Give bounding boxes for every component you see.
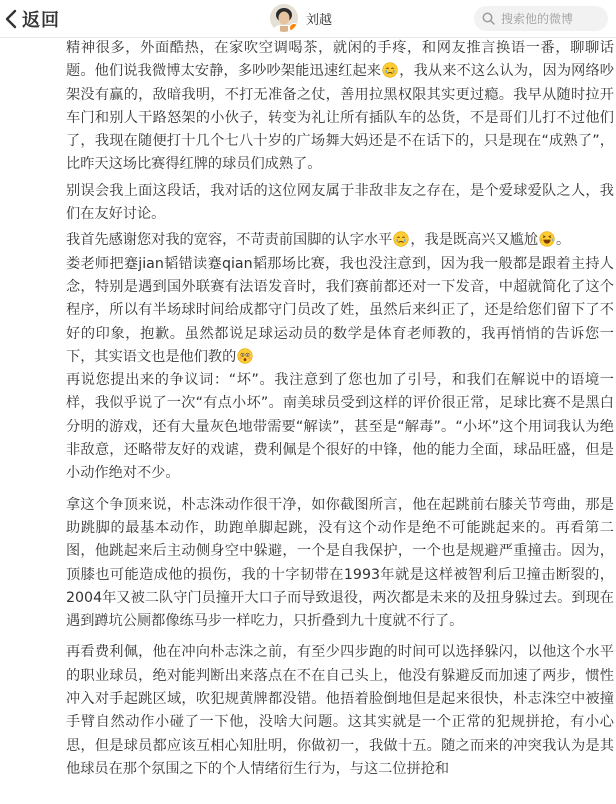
paragraph-6: 拿这个争顶来说，朴志洙动作很干净，如你截图所言，他在起跳前右膝关节弯曲，那是助跳脚的最基本动作，助跑单脚起跳，没有这个动作是绝不可能跳起来的。再看第二图，他跳起来后主动侧身空中躲避，一个是自我保护，一个也是规避严重撞击。因为，顶膝也可能造成他的损伤，我的十字韧带在1993年就是这样被智利后卫撞击断裂的，2004年又被二队守门员撞开大口子而导致退役，两次都是未来的及扭身躲过去。到现在遇到蹲坑公厕都像练马步一样吃力，只折叠到九十度就不行了。 xyxy=(66,496,614,630)
top-bar xyxy=(0,0,616,38)
paragraph-3 xyxy=(66,229,614,252)
avatar[interactable] xyxy=(270,4,298,32)
paragraph-4-text-a: 娄老师把蹇jian韬错读蹇qian韬那场比赛，我也没注意到，因为我一般都是跟着主持人念，特别是遇到国外联赛有法语发音时，我们赛前都还对一下发音，中超就简化了这个程序，所以有半场球时间给成都守门员改了姓，虽然后来纠正了，还是给您们留下了不好的印象，抱歉。虽然都说足球运动员的数学是体育老师教的，我再悄悄的告诉您一下，其实语文也是他们教的 xyxy=(66,255,614,365)
username[interactable]: 刘越 xyxy=(306,12,333,28)
paragraph-1-text-b: ，我从来不这么认为，因为网络吵架没有赢的，敌暗我明，不打无准备之仗，善用拉黑权限其实更过瘾。我早从随时拉开车门和别人干路怒架的小伙子，转变为礼让所有插队车的怂货，不是哥们儿打不过他们了，我现在随便打十几个七八十岁的广场舞大妈还是不在话下的，只是现在“成熟了”，比昨天这场比赛得红牌的球员们成熟了。 xyxy=(66,63,614,173)
paragraph-1-text-a: 精神很多，外面酷热，在家吹空调喝茶，就闲的手疼，和网友推言换语一番，聊聊话题。他们说我微博太安静，多吵吵架能迅速红起来 xyxy=(66,40,614,80)
paragraph-3-text-c: 。 xyxy=(556,232,571,249)
crying-emoji-icon xyxy=(393,231,409,247)
paragraph-7: 再看费利佩，他在冲向朴志洙之前，有至少四步跑的时间可以选择躲闪，以他这个水平的职业球员，绝对能判断出来落点在不在自己头上，他没有躲避反而加速了两步，惯性冲入对手起跳区域，吹犯规黄牌都没错。他捂着脸倒地但是起来很快，朴志洙空中被撞手臂自然动作小碰了一下他，没啥大问题。这其实就是一个正常的犯规拼抢，有小心思，但是球员都应该互相心知肚明，你做初一，我做十五。随之而来的冲突我认为是其他球员在那个氛围之下的个人情绪衍生行为，与这二位拼抢和 xyxy=(66,644,614,777)
verified-badge-icon xyxy=(289,23,298,32)
back-button[interactable] xyxy=(4,6,60,32)
shy-emoji-icon xyxy=(237,348,253,364)
paragraph-5: 再说您提出来的争议词：“坏”。我注意到了您也加了引号，和我们在解说中的语境一样，我似乎说了一次“有点小坏”。南美球员受到这样的评价很正常，足球比赛不是黑白分明的游戏，还有大量灰色地带需要“解读”，甚至是“解毒”。“小坏”这个用词我认为绝非敌意，还略带友好的戏谑，费利佩是个很好的中锋，他的能力全面，球品旺盛，但是小动作绝对不少。 xyxy=(66,372,614,482)
crying-emoji-icon xyxy=(382,62,398,78)
paragraph-3-text-b: ，我是既高兴又尴尬 xyxy=(410,232,539,249)
user-profile-link[interactable] xyxy=(270,3,332,33)
back-label: 返回 xyxy=(22,10,60,31)
back-chevron-icon xyxy=(4,9,18,29)
paragraph-3-text-a: 我首先感谢您对我的宽容，不苛责前国脚的认字水平 xyxy=(66,232,393,249)
search-input[interactable] xyxy=(474,6,608,31)
paragraph-1 xyxy=(66,37,614,177)
search-icon xyxy=(482,12,495,25)
paragraph-4 xyxy=(66,253,614,369)
laughing-emoji-icon xyxy=(539,231,555,247)
paragraph-2: 别误会我上面这段话，我对话的这位网友属于非敌非友之存在，是个爱球爱队之人，我们在友好讨论。 xyxy=(66,182,614,223)
search-placeholder: 搜索他的微博 xyxy=(501,12,574,26)
article-body xyxy=(66,37,614,781)
